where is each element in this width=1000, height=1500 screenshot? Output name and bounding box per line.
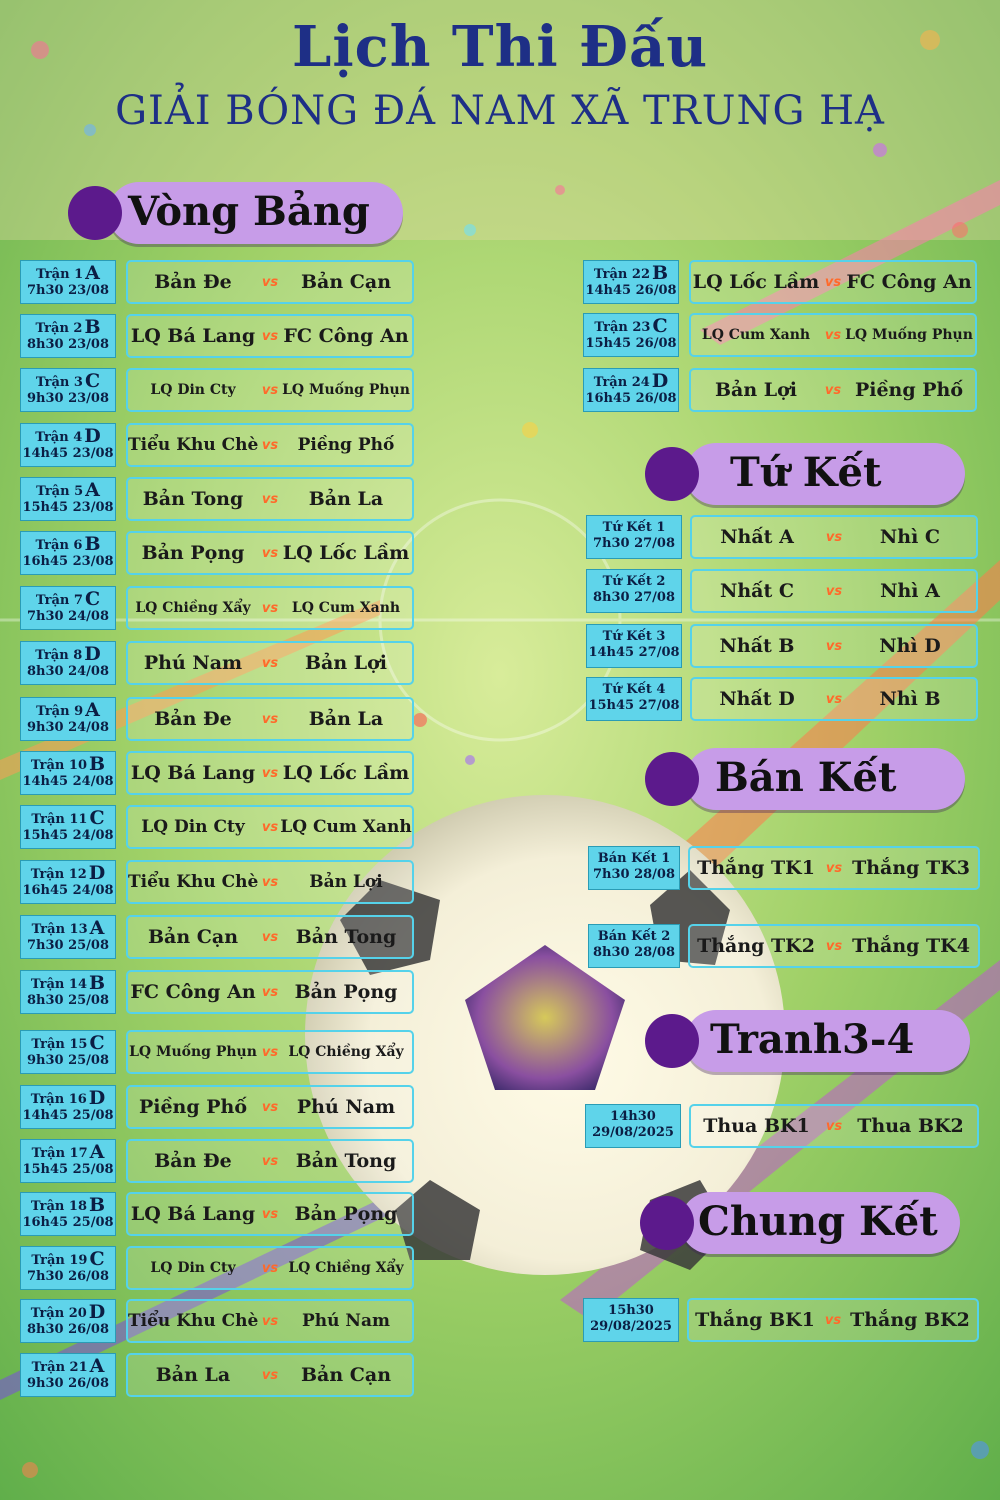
- vs-icon: vs: [261, 492, 279, 507]
- away-team: Nhì C: [879, 526, 941, 548]
- match-card: [126, 1246, 414, 1290]
- home-team: LQ Muống Phụn: [129, 1044, 257, 1060]
- match-time: 8h30 28/08: [592, 945, 676, 960]
- group-letter: C: [84, 588, 101, 610]
- match-name: Trận 22: [593, 267, 650, 282]
- vs-icon: vs: [261, 820, 279, 835]
- match-time: 7h30 23/08: [26, 283, 110, 298]
- home-team: Tiểu Khu Chè: [128, 872, 258, 892]
- match-card: [126, 314, 414, 358]
- match-time: 14h45 27/08: [588, 645, 680, 660]
- match-name: Trận 13: [31, 922, 88, 937]
- match-info-box: [20, 805, 116, 849]
- match-card: [689, 1104, 979, 1148]
- home-team: Thắng TK2: [697, 935, 815, 957]
- section-bullet-icon: [645, 1014, 699, 1068]
- away-team: LQ Muống Phụn: [282, 382, 410, 398]
- home-team: Nhất D: [719, 688, 795, 710]
- away-team: LQ Cum Xanh: [291, 600, 401, 616]
- group-letter: D: [84, 643, 101, 665]
- match-card: [126, 805, 414, 849]
- vs-icon: vs: [824, 383, 842, 398]
- match-name: Tứ Kết 1: [602, 520, 666, 535]
- match-info-box: [20, 1192, 116, 1236]
- away-team: LQ Muống Phụn: [845, 327, 973, 343]
- match-info-box: [20, 860, 116, 904]
- section-bullet-icon: [640, 1196, 694, 1250]
- home-team: Bản Pọng: [141, 542, 245, 564]
- group-letter: A: [89, 917, 105, 939]
- group-letter: D: [88, 1301, 106, 1323]
- away-team: LQ Lốc Lầm: [282, 542, 410, 564]
- section-title: Tứ Kết: [730, 449, 882, 496]
- match-name: 15h30: [608, 1303, 654, 1318]
- vs-icon: vs: [261, 1261, 279, 1276]
- match-info-box: [20, 970, 116, 1014]
- vs-icon: vs: [261, 546, 279, 561]
- match-info-box: [20, 1139, 116, 1183]
- match-name: Trận 12: [30, 867, 87, 882]
- away-team: Thắng TK3: [852, 857, 970, 879]
- match-card: [126, 860, 414, 904]
- home-team: Nhất C: [719, 580, 794, 602]
- match-name: Trận 18: [30, 1199, 87, 1214]
- match-name: Bán Kết 1: [597, 851, 671, 866]
- vs-icon: vs: [824, 328, 842, 343]
- group-letter: D: [88, 1087, 106, 1109]
- match-info-box: [20, 1299, 116, 1343]
- vs-icon: vs: [261, 275, 279, 290]
- vs-icon: vs: [261, 875, 279, 890]
- match-card: [689, 368, 977, 412]
- match-name: Trận 9: [36, 704, 84, 719]
- match-name: Trận 8: [35, 648, 83, 663]
- match-info-box: [586, 515, 682, 559]
- match-name: Trận 3: [35, 375, 83, 390]
- home-team: LQ Bá Lang: [130, 762, 256, 784]
- match-card: [687, 1298, 979, 1342]
- match-card: [126, 1030, 414, 1074]
- group-letter: C: [89, 1248, 105, 1270]
- match-info-box: [20, 697, 116, 741]
- vs-icon: vs: [261, 1154, 279, 1169]
- match-time: 15h45 23/08: [22, 500, 114, 515]
- match-info-box: [20, 641, 116, 685]
- away-team: Bản Tong: [295, 1150, 397, 1172]
- section-bullet-icon: [68, 186, 122, 240]
- match-card: [126, 1192, 414, 1236]
- home-team: LQ Chiềng Xẩy: [135, 600, 251, 616]
- match-name: Trận 23: [594, 320, 651, 335]
- match-time: 15h45 25/08: [22, 1162, 114, 1177]
- match-info-box: [20, 531, 116, 575]
- match-time: 9h30 25/08: [26, 1053, 110, 1068]
- group-letter: A: [85, 699, 100, 721]
- match-card: [126, 641, 414, 685]
- vs-icon: vs: [825, 584, 843, 599]
- match-card: [689, 313, 977, 357]
- match-name: Bán Kết 2: [597, 929, 671, 944]
- match-name: Trận 21: [31, 1360, 88, 1375]
- match-name: Trận 15: [31, 1037, 88, 1052]
- match-time: 15h45 26/08: [585, 336, 677, 351]
- match-name: Trận 7: [35, 593, 83, 608]
- group-letter: A: [85, 479, 100, 501]
- vs-icon: vs: [261, 601, 279, 616]
- home-team: Tiểu Khu Chè: [128, 1311, 258, 1331]
- group-letter: B: [89, 972, 106, 994]
- page-subtitle: GIẢI BÓNG ĐÁ NAM XÃ TRUNG HẠ: [115, 88, 885, 134]
- group-letter: D: [88, 862, 106, 884]
- section-title: Vòng Bảng: [128, 188, 370, 235]
- page-title: Lịch Thi Đấu: [291, 14, 709, 80]
- match-time: 16h45 25/08: [22, 1215, 114, 1230]
- match-time: 7h30 27/08: [592, 536, 676, 551]
- match-info-box: [20, 1085, 116, 1129]
- match-card: [126, 751, 414, 795]
- match-card: [126, 1353, 414, 1397]
- match-time: 16h45 24/08: [22, 883, 114, 898]
- match-time: 7h30 28/08: [592, 867, 676, 882]
- section-title: Bán Kết: [715, 754, 897, 801]
- away-team: Bản Cạn: [300, 1364, 392, 1386]
- home-team: LQ Din Cty: [150, 382, 236, 398]
- match-time: 7h30 24/08: [26, 609, 110, 624]
- match-info-box: [20, 1030, 116, 1074]
- match-time: 7h30 25/08: [26, 938, 110, 953]
- match-card: [689, 260, 977, 304]
- away-team: Bản Lợi: [304, 652, 388, 674]
- away-team: Piềng Phố: [854, 379, 964, 401]
- match-card: [688, 846, 980, 890]
- home-team: Bản Cạn: [147, 926, 239, 948]
- vs-icon: vs: [825, 692, 843, 707]
- group-letter: A: [89, 1355, 105, 1377]
- match-time: 14h45 24/08: [22, 774, 114, 789]
- away-team: Bản Cạn: [300, 271, 392, 293]
- match-info-box: [583, 368, 679, 412]
- away-team: LQ Chiềng Xẩy: [288, 1044, 404, 1060]
- vs-icon: vs: [824, 275, 842, 290]
- match-name: Tứ Kết 2: [602, 574, 666, 589]
- match-name: Trận 1: [36, 267, 84, 282]
- match-card: [126, 368, 414, 412]
- section-title: Chung Kết: [698, 1198, 938, 1245]
- match-name: Trận 19: [31, 1253, 88, 1268]
- home-team: LQ Din Cty: [150, 1260, 236, 1276]
- section-title: Tranh3-4: [710, 1016, 915, 1063]
- match-info-box: [586, 624, 682, 668]
- home-team: FC Công An: [130, 981, 256, 1003]
- match-info-box: [583, 1298, 679, 1342]
- match-time: 8h30 27/08: [592, 590, 676, 605]
- match-time: 8h30 26/08: [26, 1322, 110, 1337]
- match-info-box: [588, 846, 680, 890]
- vs-icon: vs: [261, 712, 279, 727]
- match-time: 7h30 26/08: [26, 1269, 110, 1284]
- match-info-box: [20, 260, 116, 304]
- match-name: Trận 11: [31, 812, 88, 827]
- vs-icon: vs: [261, 1314, 279, 1329]
- away-team: Nhì D: [879, 635, 941, 657]
- away-team: LQ Chiềng Xẩy: [288, 1260, 404, 1276]
- away-team: Bản Pọng: [294, 1203, 398, 1225]
- home-team: Thắng BK1: [695, 1309, 815, 1331]
- match-name: Tứ Kết 3: [602, 629, 666, 644]
- vs-icon: vs: [261, 383, 279, 398]
- home-team: Bản Đe: [154, 1150, 232, 1172]
- vs-icon: vs: [261, 656, 279, 671]
- vs-icon: vs: [261, 766, 279, 781]
- group-letter: D: [651, 370, 669, 392]
- match-name: Trận 10: [30, 758, 87, 773]
- away-team: Phú Nam: [302, 1311, 390, 1331]
- match-info-box: [585, 1104, 681, 1148]
- home-team: LQ Din Cty: [141, 817, 245, 837]
- group-letter: C: [84, 370, 101, 392]
- match-name: Trận 2: [35, 321, 83, 336]
- match-info-box: [588, 924, 680, 968]
- away-team: Thua BK2: [857, 1115, 964, 1137]
- group-letter: B: [89, 753, 106, 775]
- away-team: LQ Lốc Lầm: [282, 762, 410, 784]
- match-card: [126, 1139, 414, 1183]
- match-name: Trận 17: [31, 1146, 88, 1161]
- match-card: [690, 677, 978, 721]
- away-team: LQ Cum Xanh: [280, 817, 412, 837]
- match-card: [126, 697, 414, 741]
- match-name: Trận 5: [36, 484, 84, 499]
- vs-icon: vs: [825, 530, 843, 545]
- home-team: Phú Nam: [143, 652, 243, 674]
- group-letter: B: [89, 1194, 106, 1216]
- match-card: [126, 915, 414, 959]
- home-team: LQ Bá Lang: [130, 1203, 256, 1225]
- vs-icon: vs: [261, 930, 279, 945]
- home-team: LQ Bá Lang: [130, 325, 256, 347]
- vs-icon: vs: [261, 1045, 279, 1060]
- match-info-box: [20, 423, 116, 467]
- home-team: Nhất B: [719, 635, 795, 657]
- match-card: [126, 531, 414, 575]
- home-team: Thắng TK1: [697, 857, 815, 879]
- away-team: Bản Lợi: [309, 872, 383, 892]
- away-team: Bản La: [308, 488, 384, 510]
- match-card: [126, 477, 414, 521]
- match-name: 14h30: [610, 1109, 656, 1124]
- section-bullet-icon: [645, 752, 699, 806]
- group-letter: B: [84, 533, 101, 555]
- vs-icon: vs: [261, 985, 279, 1000]
- home-team: LQ Cum Xanh: [701, 327, 811, 343]
- match-time: 16h45 23/08: [22, 554, 114, 569]
- match-info-box: [20, 751, 116, 795]
- away-team: FC Công An: [283, 325, 409, 347]
- vs-icon: vs: [825, 939, 843, 954]
- home-team: Bản La: [155, 1364, 231, 1386]
- match-name: Trận 16: [30, 1092, 87, 1107]
- home-team: Bản Đe: [154, 708, 232, 730]
- away-team: Phú Nam: [296, 1096, 396, 1118]
- match-name: Tứ Kết 4: [602, 682, 666, 697]
- match-time: 29/08/2025: [590, 1319, 672, 1334]
- vs-icon: vs: [261, 1100, 279, 1115]
- match-info-box: [20, 915, 116, 959]
- away-team: Thắng BK2: [850, 1309, 970, 1331]
- match-info-box: [20, 368, 116, 412]
- vs-icon: vs: [825, 1119, 843, 1134]
- group-letter: B: [652, 262, 669, 284]
- match-time: 9h30 26/08: [26, 1376, 110, 1391]
- match-info-box: [20, 314, 116, 358]
- match-time: 9h30 24/08: [26, 720, 110, 735]
- home-team: Bản Đe: [154, 271, 232, 293]
- group-letter: C: [89, 1032, 105, 1054]
- match-name: Trận 4: [35, 430, 83, 445]
- match-time: 14h45 23/08: [22, 446, 114, 461]
- home-team: LQ Lốc Lầm: [692, 271, 820, 293]
- vs-icon: vs: [261, 1207, 279, 1222]
- match-card: [126, 1299, 414, 1343]
- match-info-box: [20, 1353, 116, 1397]
- home-team: Nhất A: [720, 526, 794, 548]
- home-team: Thua BK1: [703, 1115, 810, 1137]
- match-time: 14h45 25/08: [22, 1108, 114, 1123]
- match-card: [126, 423, 414, 467]
- match-time: 14h45 26/08: [585, 283, 677, 298]
- match-time: 29/08/2025: [592, 1125, 674, 1140]
- match-card: [690, 624, 978, 668]
- match-time: 8h30 23/08: [26, 337, 110, 352]
- match-name: Trận 20: [30, 1306, 87, 1321]
- match-info-box: [20, 586, 116, 630]
- match-time: 16h45 26/08: [585, 391, 677, 406]
- match-card: [126, 586, 414, 630]
- match-card: [126, 1085, 414, 1129]
- match-card: [126, 260, 414, 304]
- away-team: Thắng TK4: [852, 935, 970, 957]
- vs-icon: vs: [261, 438, 279, 453]
- match-info-box: [583, 260, 679, 304]
- vs-icon: vs: [824, 1313, 842, 1328]
- group-letter: B: [84, 316, 101, 338]
- vs-icon: vs: [261, 329, 279, 344]
- group-letter: A: [85, 262, 100, 284]
- group-letter: D: [84, 425, 101, 447]
- home-team: Tiểu Khu Chè: [128, 435, 258, 455]
- away-team: FC Công An: [846, 271, 972, 293]
- home-team: Piềng Phố: [138, 1096, 248, 1118]
- match-time: 9h30 23/08: [26, 391, 110, 406]
- vs-icon: vs: [825, 639, 843, 654]
- match-card: [126, 970, 414, 1014]
- match-card: [690, 515, 978, 559]
- match-name: Trận 6: [35, 538, 83, 553]
- away-team: Bản Pọng: [294, 981, 398, 1003]
- vs-icon: vs: [825, 861, 843, 876]
- match-name: Trận 24: [593, 375, 650, 390]
- group-letter: A: [89, 1141, 105, 1163]
- match-card: [690, 569, 978, 613]
- group-letter: C: [89, 807, 105, 829]
- away-team: Piềng Phố: [297, 435, 395, 455]
- match-name: Trận 14: [30, 977, 87, 992]
- match-info-box: [20, 477, 116, 521]
- match-info-box: [20, 1246, 116, 1290]
- match-time: 8h30 24/08: [26, 664, 110, 679]
- group-letter: C: [652, 315, 668, 337]
- section-bullet-icon: [645, 447, 699, 501]
- match-info-box: [586, 677, 682, 721]
- match-info-box: [586, 569, 682, 613]
- vs-icon: vs: [261, 1368, 279, 1383]
- away-team: Bản La: [308, 708, 384, 730]
- home-team: Bản Tong: [142, 488, 244, 510]
- match-time: 8h30 25/08: [26, 993, 110, 1008]
- match-info-box: [583, 313, 679, 357]
- match-time: 15h45 24/08: [22, 828, 114, 843]
- away-team: Bản Tong: [295, 926, 397, 948]
- match-card: [688, 924, 980, 968]
- away-team: Nhì B: [879, 688, 941, 710]
- match-time: 15h45 27/08: [588, 698, 680, 713]
- home-team: Bản Lợi: [714, 379, 798, 401]
- away-team: Nhì A: [880, 580, 940, 602]
